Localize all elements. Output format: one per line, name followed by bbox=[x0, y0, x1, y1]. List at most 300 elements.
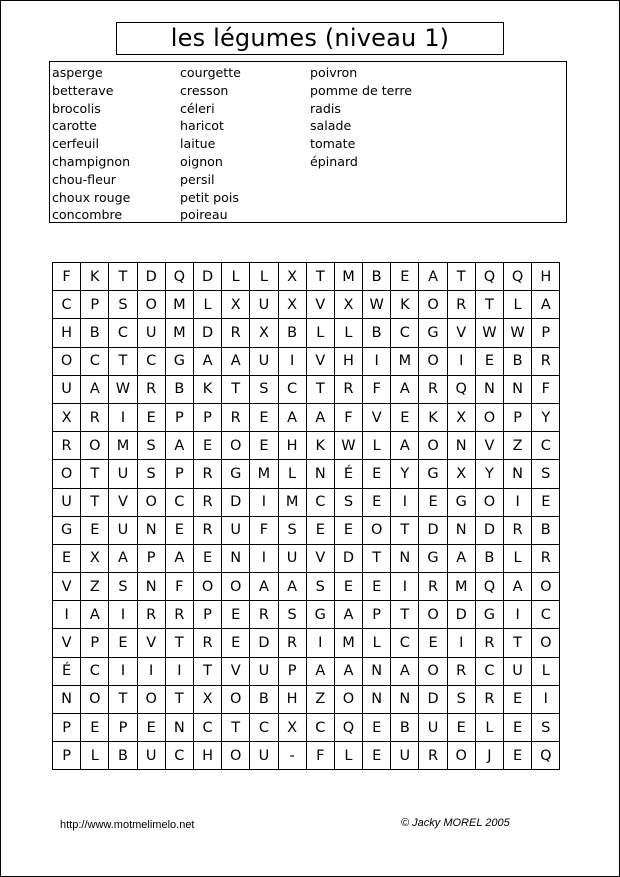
grid-cell[interactable]: R bbox=[475, 629, 503, 657]
grid-cell[interactable]: K bbox=[391, 291, 419, 319]
grid-cell[interactable]: A bbox=[278, 403, 306, 431]
grid-cell[interactable]: Q bbox=[532, 742, 560, 770]
grid-cell[interactable]: U bbox=[419, 714, 447, 742]
grid-cell[interactable]: I bbox=[504, 488, 532, 516]
grid-cell[interactable]: T bbox=[165, 685, 193, 713]
grid-cell[interactable]: V bbox=[447, 319, 475, 347]
grid-cell[interactable]: C bbox=[391, 319, 419, 347]
grid-cell[interactable]: D bbox=[193, 263, 221, 291]
grid-cell[interactable]: Q bbox=[165, 263, 193, 291]
grid-cell[interactable]: X bbox=[278, 714, 306, 742]
grid-cell[interactable]: M bbox=[250, 460, 278, 488]
grid-cell[interactable]: I bbox=[532, 685, 560, 713]
grid-cell[interactable]: X bbox=[278, 291, 306, 319]
grid-cell[interactable]: O bbox=[419, 657, 447, 685]
grid-cell[interactable]: R bbox=[532, 544, 560, 572]
grid-cell[interactable]: M bbox=[165, 319, 193, 347]
grid-cell[interactable]: H bbox=[334, 347, 362, 375]
grid-cell[interactable]: A bbox=[81, 375, 109, 403]
grid-cell[interactable]: I bbox=[137, 657, 165, 685]
grid-cell[interactable]: B bbox=[278, 319, 306, 347]
grid-cell[interactable]: T bbox=[222, 375, 250, 403]
grid-cell[interactable]: L bbox=[504, 544, 532, 572]
grid-cell[interactable]: U bbox=[109, 516, 137, 544]
grid-cell[interactable]: R bbox=[475, 685, 503, 713]
grid-cell[interactable]: I bbox=[109, 403, 137, 431]
grid-cell[interactable]: E bbox=[419, 488, 447, 516]
grid-cell[interactable]: W bbox=[504, 319, 532, 347]
grid-cell[interactable]: B bbox=[109, 742, 137, 770]
grid-cell[interactable]: V bbox=[363, 403, 391, 431]
grid-cell[interactable]: U bbox=[137, 742, 165, 770]
grid-cell[interactable]: R bbox=[193, 488, 221, 516]
grid-cell[interactable]: X bbox=[81, 544, 109, 572]
grid-cell[interactable]: Q bbox=[447, 375, 475, 403]
grid-cell[interactable]: I bbox=[363, 347, 391, 375]
grid-cell[interactable]: O bbox=[137, 685, 165, 713]
grid-cell[interactable]: K bbox=[81, 263, 109, 291]
grid-cell[interactable]: P bbox=[53, 742, 81, 770]
grid-cell[interactable]: T bbox=[504, 629, 532, 657]
grid-cell[interactable]: V bbox=[306, 544, 334, 572]
grid-cell[interactable]: R bbox=[137, 601, 165, 629]
grid-cell[interactable]: L bbox=[504, 291, 532, 319]
grid-cell[interactable]: W bbox=[475, 319, 503, 347]
grid-cell[interactable]: D bbox=[475, 516, 503, 544]
grid-cell[interactable]: G bbox=[419, 460, 447, 488]
grid-cell[interactable]: R bbox=[193, 629, 221, 657]
grid-cell[interactable]: K bbox=[193, 375, 221, 403]
grid-cell[interactable]: D bbox=[250, 629, 278, 657]
grid-cell[interactable]: O bbox=[222, 685, 250, 713]
grid-cell[interactable]: F bbox=[334, 403, 362, 431]
grid-cell[interactable]: P bbox=[137, 544, 165, 572]
grid-cell[interactable]: B bbox=[475, 544, 503, 572]
grid-cell[interactable]: C bbox=[109, 319, 137, 347]
grid-cell[interactable]: E bbox=[391, 263, 419, 291]
grid-cell[interactable]: W bbox=[363, 291, 391, 319]
grid-cell[interactable]: O bbox=[222, 742, 250, 770]
grid-cell[interactable]: R bbox=[250, 601, 278, 629]
grid-cell[interactable]: V bbox=[137, 629, 165, 657]
grid-cell[interactable]: D bbox=[193, 319, 221, 347]
grid-cell[interactable]: R bbox=[419, 742, 447, 770]
grid-cell[interactable]: R bbox=[222, 403, 250, 431]
grid-cell[interactable]: Q bbox=[504, 263, 532, 291]
grid-cell[interactable]: U bbox=[504, 657, 532, 685]
grid-cell[interactable]: S bbox=[109, 291, 137, 319]
grid-cell[interactable]: P bbox=[532, 319, 560, 347]
grid-cell[interactable]: U bbox=[222, 516, 250, 544]
grid-cell[interactable]: U bbox=[250, 291, 278, 319]
grid-cell[interactable]: E bbox=[250, 432, 278, 460]
grid-cell[interactable]: U bbox=[250, 347, 278, 375]
grid-cell[interactable]: G bbox=[447, 488, 475, 516]
grid-cell[interactable]: N bbox=[137, 516, 165, 544]
grid-cell[interactable]: I bbox=[306, 629, 334, 657]
grid-cell[interactable]: I bbox=[250, 544, 278, 572]
grid-cell[interactable]: O bbox=[532, 573, 560, 601]
grid-cell[interactable]: C bbox=[532, 432, 560, 460]
grid-cell[interactable]: D bbox=[137, 263, 165, 291]
grid-cell[interactable]: U bbox=[53, 375, 81, 403]
grid-cell[interactable]: R bbox=[53, 432, 81, 460]
grid-cell[interactable]: A bbox=[250, 573, 278, 601]
grid-cell[interactable]: X bbox=[334, 291, 362, 319]
grid-cell[interactable]: P bbox=[165, 460, 193, 488]
grid-cell[interactable]: X bbox=[447, 460, 475, 488]
grid-cell[interactable]: B bbox=[532, 516, 560, 544]
grid-cell[interactable]: S bbox=[250, 375, 278, 403]
grid-cell[interactable]: M bbox=[391, 347, 419, 375]
grid-cell[interactable]: E bbox=[81, 714, 109, 742]
grid-cell[interactable]: L bbox=[532, 657, 560, 685]
grid-cell[interactable]: L bbox=[278, 460, 306, 488]
grid-cell[interactable]: N bbox=[391, 685, 419, 713]
grid-cell[interactable]: E bbox=[532, 488, 560, 516]
grid-cell[interactable]: S bbox=[447, 685, 475, 713]
grid-cell[interactable]: O bbox=[419, 601, 447, 629]
grid-cell[interactable]: A bbox=[504, 573, 532, 601]
grid-cell[interactable]: É bbox=[53, 657, 81, 685]
grid-cell[interactable]: L bbox=[363, 629, 391, 657]
grid-cell[interactable]: U bbox=[278, 544, 306, 572]
grid-cell[interactable]: R bbox=[419, 573, 447, 601]
grid-cell[interactable]: D bbox=[419, 685, 447, 713]
grid-cell[interactable]: Y bbox=[391, 460, 419, 488]
grid-cell[interactable]: V bbox=[53, 629, 81, 657]
grid-cell[interactable]: I bbox=[391, 488, 419, 516]
grid-cell[interactable]: O bbox=[475, 488, 503, 516]
grid-cell[interactable]: C bbox=[137, 347, 165, 375]
grid-cell[interactable]: I bbox=[504, 601, 532, 629]
grid-cell[interactable]: N bbox=[165, 714, 193, 742]
grid-cell[interactable]: N bbox=[363, 657, 391, 685]
grid-cell[interactable]: P bbox=[53, 714, 81, 742]
grid-cell[interactable]: E bbox=[475, 347, 503, 375]
grid-cell[interactable]: C bbox=[278, 375, 306, 403]
grid-cell[interactable]: N bbox=[306, 460, 334, 488]
grid-cell[interactable]: A bbox=[391, 375, 419, 403]
grid-cell[interactable]: N bbox=[363, 685, 391, 713]
grid-cell[interactable]: G bbox=[475, 601, 503, 629]
grid-cell[interactable]: H bbox=[193, 742, 221, 770]
grid-cell[interactable]: R bbox=[222, 319, 250, 347]
grid-cell[interactable]: H bbox=[532, 263, 560, 291]
grid-cell[interactable]: C bbox=[306, 488, 334, 516]
grid-cell[interactable]: C bbox=[391, 629, 419, 657]
grid-cell[interactable]: R bbox=[278, 629, 306, 657]
grid-cell[interactable]: B bbox=[504, 347, 532, 375]
grid-cell[interactable]: U bbox=[250, 657, 278, 685]
grid-cell[interactable]: F bbox=[165, 573, 193, 601]
grid-cell[interactable]: O bbox=[447, 742, 475, 770]
grid-cell[interactable]: M bbox=[165, 291, 193, 319]
grid-cell[interactable]: A bbox=[222, 347, 250, 375]
grid-cell[interactable]: C bbox=[53, 291, 81, 319]
grid-cell[interactable]: U bbox=[391, 742, 419, 770]
grid-cell[interactable]: U bbox=[250, 742, 278, 770]
grid-cell[interactable]: R bbox=[165, 601, 193, 629]
grid-cell[interactable]: M bbox=[334, 263, 362, 291]
grid-cell[interactable]: E bbox=[109, 629, 137, 657]
grid-cell[interactable]: C bbox=[306, 714, 334, 742]
grid-cell[interactable]: P bbox=[193, 601, 221, 629]
grid-cell[interactable]: K bbox=[419, 403, 447, 431]
grid-cell[interactable]: X bbox=[193, 685, 221, 713]
grid-cell[interactable]: T bbox=[81, 488, 109, 516]
grid-cell[interactable]: V bbox=[306, 347, 334, 375]
grid-cell[interactable]: E bbox=[391, 403, 419, 431]
grid-cell[interactable]: O bbox=[193, 573, 221, 601]
grid-cell[interactable]: R bbox=[447, 291, 475, 319]
grid-cell[interactable]: T bbox=[109, 263, 137, 291]
grid-cell[interactable]: R bbox=[193, 516, 221, 544]
grid-cell[interactable]: E bbox=[504, 714, 532, 742]
grid-cell[interactable]: P bbox=[165, 403, 193, 431]
grid-cell[interactable]: E bbox=[193, 544, 221, 572]
grid-cell[interactable]: X bbox=[278, 263, 306, 291]
grid-cell[interactable]: F bbox=[53, 263, 81, 291]
grid-cell[interactable]: B bbox=[81, 319, 109, 347]
grid-cell[interactable]: A bbox=[334, 657, 362, 685]
grid-cell[interactable]: H bbox=[53, 319, 81, 347]
grid-cell[interactable]: T bbox=[109, 685, 137, 713]
grid-cell[interactable]: O bbox=[222, 432, 250, 460]
grid-cell[interactable]: M bbox=[278, 488, 306, 516]
grid-cell[interactable]: F bbox=[306, 742, 334, 770]
grid-cell[interactable]: E bbox=[137, 403, 165, 431]
grid-cell[interactable]: F bbox=[363, 375, 391, 403]
grid-cell[interactable]: É bbox=[334, 460, 362, 488]
grid-cell[interactable]: O bbox=[81, 685, 109, 713]
grid-cell[interactable]: M bbox=[334, 629, 362, 657]
grid-cell[interactable]: E bbox=[81, 516, 109, 544]
grid-cell[interactable]: C bbox=[165, 488, 193, 516]
grid-cell[interactable]: L bbox=[193, 291, 221, 319]
grid-cell[interactable]: A bbox=[165, 432, 193, 460]
grid-cell[interactable]: N bbox=[475, 375, 503, 403]
grid-cell[interactable]: B bbox=[250, 685, 278, 713]
grid-cell[interactable]: - bbox=[278, 742, 306, 770]
grid-cell[interactable]: O bbox=[53, 347, 81, 375]
grid-cell[interactable]: G bbox=[419, 319, 447, 347]
grid-cell[interactable]: T bbox=[447, 263, 475, 291]
grid-cell[interactable]: T bbox=[306, 375, 334, 403]
grid-cell[interactable]: B bbox=[363, 263, 391, 291]
grid-cell[interactable]: C bbox=[81, 347, 109, 375]
grid-cell[interactable]: I bbox=[109, 657, 137, 685]
grid-cell[interactable]: X bbox=[250, 319, 278, 347]
grid-cell[interactable]: T bbox=[306, 263, 334, 291]
grid-cell[interactable]: Q bbox=[475, 263, 503, 291]
grid-cell[interactable]: C bbox=[165, 742, 193, 770]
grid-cell[interactable]: E bbox=[363, 573, 391, 601]
grid-cell[interactable]: R bbox=[137, 375, 165, 403]
grid-cell[interactable]: C bbox=[81, 657, 109, 685]
grid-cell[interactable]: G bbox=[306, 601, 334, 629]
grid-cell[interactable]: E bbox=[363, 460, 391, 488]
grid-cell[interactable]: O bbox=[137, 488, 165, 516]
grid-cell[interactable]: P bbox=[193, 403, 221, 431]
grid-cell[interactable]: P bbox=[81, 291, 109, 319]
grid-cell[interactable]: H bbox=[278, 685, 306, 713]
footer-url[interactable]: http://www.motmelimelo.net bbox=[60, 819, 195, 831]
grid-cell[interactable]: M bbox=[447, 573, 475, 601]
grid-cell[interactable]: E bbox=[504, 685, 532, 713]
grid-cell[interactable]: N bbox=[504, 460, 532, 488]
grid-cell[interactable]: E bbox=[363, 488, 391, 516]
grid-cell[interactable]: D bbox=[447, 601, 475, 629]
grid-cell[interactable]: F bbox=[532, 375, 560, 403]
grid-cell[interactable]: D bbox=[419, 516, 447, 544]
grid-cell[interactable]: U bbox=[109, 460, 137, 488]
grid-cell[interactable]: E bbox=[250, 403, 278, 431]
grid-cell[interactable]: E bbox=[306, 516, 334, 544]
grid-cell[interactable]: R bbox=[419, 375, 447, 403]
grid-cell[interactable]: C bbox=[250, 714, 278, 742]
grid-cell[interactable]: G bbox=[165, 347, 193, 375]
grid-cell[interactable]: O bbox=[363, 516, 391, 544]
grid-cell[interactable]: I bbox=[447, 347, 475, 375]
grid-cell[interactable]: T bbox=[109, 347, 137, 375]
grid-cell[interactable]: D bbox=[222, 488, 250, 516]
grid-cell[interactable]: A bbox=[81, 601, 109, 629]
grid-cell[interactable]: E bbox=[363, 742, 391, 770]
grid-cell[interactable]: S bbox=[334, 488, 362, 516]
grid-cell[interactable]: E bbox=[222, 601, 250, 629]
grid-cell[interactable]: K bbox=[306, 432, 334, 460]
grid-cell[interactable]: P bbox=[109, 714, 137, 742]
grid-cell[interactable]: E bbox=[193, 432, 221, 460]
grid-cell[interactable]: L bbox=[222, 263, 250, 291]
grid-cell[interactable]: T bbox=[165, 629, 193, 657]
grid-cell[interactable]: S bbox=[109, 573, 137, 601]
grid-cell[interactable]: C bbox=[532, 601, 560, 629]
grid-cell[interactable]: M bbox=[109, 432, 137, 460]
grid-cell[interactable]: A bbox=[447, 544, 475, 572]
grid-cell[interactable]: O bbox=[475, 403, 503, 431]
grid-cell[interactable]: S bbox=[532, 460, 560, 488]
grid-cell[interactable]: A bbox=[391, 657, 419, 685]
grid-cell[interactable]: Q bbox=[475, 573, 503, 601]
grid-cell[interactable]: V bbox=[109, 488, 137, 516]
grid-cell[interactable]: I bbox=[109, 601, 137, 629]
grid-cell[interactable]: U bbox=[53, 488, 81, 516]
grid-cell[interactable]: A bbox=[165, 544, 193, 572]
grid-cell[interactable]: X bbox=[447, 403, 475, 431]
grid-cell[interactable]: G bbox=[419, 544, 447, 572]
grid-cell[interactable]: T bbox=[193, 657, 221, 685]
grid-cell[interactable]: H bbox=[278, 432, 306, 460]
grid-cell[interactable]: N bbox=[447, 516, 475, 544]
grid-cell[interactable]: P bbox=[81, 629, 109, 657]
grid-cell[interactable]: T bbox=[475, 291, 503, 319]
grid-cell[interactable]: P bbox=[278, 657, 306, 685]
grid-cell[interactable]: A bbox=[419, 263, 447, 291]
grid-cell[interactable]: S bbox=[306, 573, 334, 601]
grid-cell[interactable]: X bbox=[222, 291, 250, 319]
grid-cell[interactable]: J bbox=[475, 742, 503, 770]
grid-cell[interactable]: W bbox=[334, 432, 362, 460]
grid-cell[interactable]: A bbox=[278, 573, 306, 601]
grid-cell[interactable]: C bbox=[475, 657, 503, 685]
grid-cell[interactable]: G bbox=[222, 460, 250, 488]
grid-cell[interactable]: L bbox=[475, 714, 503, 742]
grid-cell[interactable]: L bbox=[334, 319, 362, 347]
grid-cell[interactable]: N bbox=[504, 375, 532, 403]
grid-cell[interactable]: O bbox=[419, 432, 447, 460]
grid-cell[interactable]: X bbox=[53, 403, 81, 431]
grid-cell[interactable]: A bbox=[306, 403, 334, 431]
grid-cell[interactable]: O bbox=[81, 432, 109, 460]
grid-cell[interactable]: E bbox=[222, 629, 250, 657]
grid-cell[interactable]: A bbox=[334, 601, 362, 629]
grid-cell[interactable]: V bbox=[53, 573, 81, 601]
grid-cell[interactable]: E bbox=[334, 516, 362, 544]
grid-cell[interactable]: E bbox=[504, 742, 532, 770]
grid-cell[interactable]: U bbox=[137, 319, 165, 347]
grid-cell[interactable]: V bbox=[475, 432, 503, 460]
grid-cell[interactable]: L bbox=[250, 263, 278, 291]
grid-cell[interactable]: O bbox=[222, 573, 250, 601]
grid-cell[interactable]: A bbox=[306, 657, 334, 685]
grid-cell[interactable]: O bbox=[532, 629, 560, 657]
grid-cell[interactable]: O bbox=[419, 291, 447, 319]
grid-cell[interactable]: R bbox=[504, 516, 532, 544]
grid-cell[interactable]: S bbox=[278, 601, 306, 629]
grid-cell[interactable]: A bbox=[109, 544, 137, 572]
grid-cell[interactable]: T bbox=[222, 714, 250, 742]
grid-cell[interactable]: A bbox=[193, 347, 221, 375]
grid-cell[interactable]: G bbox=[53, 516, 81, 544]
grid-cell[interactable]: B bbox=[391, 714, 419, 742]
grid-cell[interactable]: D bbox=[334, 544, 362, 572]
grid-cell[interactable]: E bbox=[53, 544, 81, 572]
grid-cell[interactable]: N bbox=[391, 544, 419, 572]
grid-cell[interactable]: F bbox=[250, 516, 278, 544]
grid-cell[interactable]: C bbox=[193, 714, 221, 742]
grid-cell[interactable]: E bbox=[363, 714, 391, 742]
grid-cell[interactable]: T bbox=[81, 460, 109, 488]
grid-cell[interactable]: P bbox=[504, 403, 532, 431]
grid-cell[interactable]: B bbox=[363, 319, 391, 347]
grid-cell[interactable]: A bbox=[391, 432, 419, 460]
grid-cell[interactable]: S bbox=[137, 460, 165, 488]
grid-cell[interactable]: O bbox=[53, 460, 81, 488]
grid-cell[interactable]: T bbox=[363, 544, 391, 572]
grid-cell[interactable]: I bbox=[447, 629, 475, 657]
grid-cell[interactable]: S bbox=[278, 516, 306, 544]
grid-cell[interactable]: P bbox=[363, 601, 391, 629]
grid-cell[interactable]: A bbox=[532, 291, 560, 319]
grid-cell[interactable]: O bbox=[419, 347, 447, 375]
grid-cell[interactable]: R bbox=[81, 403, 109, 431]
grid-cell[interactable]: E bbox=[165, 516, 193, 544]
grid-cell[interactable]: L bbox=[306, 319, 334, 347]
grid-cell[interactable]: R bbox=[447, 657, 475, 685]
grid-cell[interactable]: I bbox=[278, 347, 306, 375]
grid-cell[interactable]: R bbox=[193, 460, 221, 488]
grid-cell[interactable]: Q bbox=[334, 714, 362, 742]
grid-cell[interactable]: I bbox=[53, 601, 81, 629]
grid-cell[interactable]: I bbox=[250, 488, 278, 516]
grid-cell[interactable]: B bbox=[165, 375, 193, 403]
grid-cell[interactable]: S bbox=[532, 714, 560, 742]
grid-cell[interactable]: I bbox=[165, 657, 193, 685]
grid-cell[interactable]: S bbox=[137, 432, 165, 460]
grid-cell[interactable]: O bbox=[137, 291, 165, 319]
